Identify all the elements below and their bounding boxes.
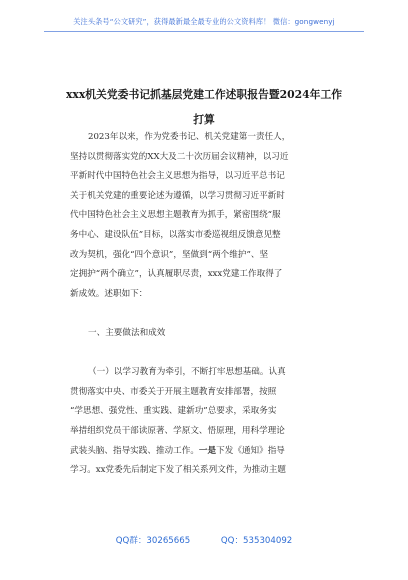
paragraph-text: 下发《通知》指导 bbox=[216, 445, 285, 456]
footer-contact bbox=[0, 534, 408, 546]
paragraph-line: 贯彻落实中央、市委关于开展主题教育安排部署，按照 bbox=[70, 386, 277, 397]
document-body bbox=[70, 128, 340, 481]
paragraph-line: 定拥护“两个确立”，认真履职尽责，xxx党建工作取得了 bbox=[70, 269, 283, 280]
paragraph-line: 务中心、建设队伍”目标，以落实市委巡视组反馈意见整 bbox=[70, 229, 281, 240]
section-heading bbox=[70, 324, 340, 344]
spacer bbox=[70, 344, 340, 364]
paragraph-line: 平新时代中国特色社会主义思想为指导，以习近平总书记 bbox=[70, 171, 285, 182]
intro-paragraph bbox=[70, 128, 340, 304]
paragraph-line: 代中国特色社会主义思想主题教育为抓手，紧密围绕“服 bbox=[70, 210, 281, 221]
footer-qq-group: QQ群：30265665 bbox=[115, 536, 191, 546]
section1-paragraph bbox=[70, 363, 340, 481]
paragraph-line: “学思想、强党性、重实践、建新功”总要求，采取务实 bbox=[70, 406, 277, 417]
paragraph-line-mixed bbox=[70, 442, 340, 462]
paragraph-text: 武装头脑、指导实践、推动工作。 bbox=[70, 445, 199, 456]
paragraph-line: 改为契机，强化“四个意识”，坚做到“两个维护”、坚 bbox=[70, 249, 269, 260]
paragraph-line: 举措组织党员干部读原著、学原文、悟原理，用科学理论 bbox=[70, 425, 285, 436]
header-divider bbox=[44, 31, 364, 32]
paragraph-line: 关于机关党建的重要论述为遵循，以学习贯彻习近平新时 bbox=[70, 190, 285, 201]
emphasis-text: 一是 bbox=[198, 445, 217, 456]
paragraph-line: 2023年以来，作为党委书记、机关党建第一责任人， bbox=[88, 132, 291, 142]
paragraph-line: 学习。xx党委先后制定下发了相关系列文件，为推动主题 bbox=[70, 465, 286, 476]
section-heading-text: 一、主要做法和成效 bbox=[88, 327, 166, 338]
spacer bbox=[70, 304, 340, 324]
paragraph-line: （一）以学习教育为牵引，不断打牢思想基础。认真 bbox=[88, 367, 286, 378]
document-title bbox=[52, 82, 356, 132]
title-line-2: 打算 bbox=[193, 113, 215, 126]
title-line-1: xxx机关党委书记抓基层党建工作述职报告暨2024年工作 bbox=[65, 88, 343, 101]
paragraph-line: 新成效。述职如下： bbox=[70, 288, 148, 299]
header-banner: 关注头条号“公文研究”，获得最新最全最专业的公文资料库！ 微信：gongwenyj bbox=[73, 17, 335, 26]
footer-qq: QQ：535304092 bbox=[220, 536, 293, 546]
paragraph-line: 坚持以贯彻落实党的XX大及二十次历届会议精神，以习近 bbox=[70, 151, 289, 162]
